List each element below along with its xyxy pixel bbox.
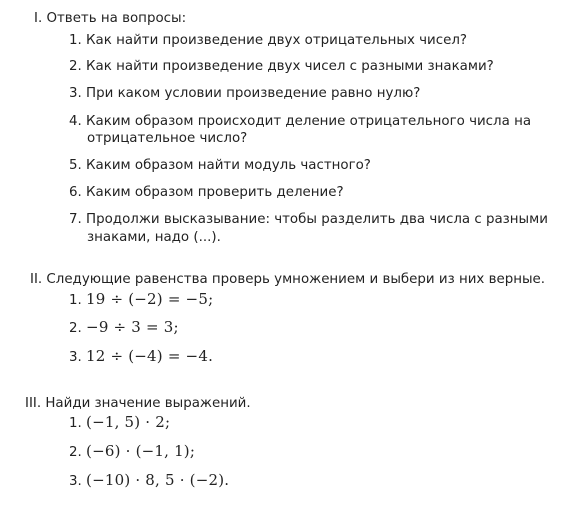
- list-item: [69, 85, 420, 102]
- list-item: [69, 414, 170, 432]
- list-item: [69, 58, 494, 75]
- item-text: Каким образом найти модуль частного?: [86, 158, 371, 173]
- list-item: [69, 443, 195, 461]
- list-item: [69, 472, 229, 490]
- item-number: 1.: [69, 33, 82, 48]
- item-text: Как найти произведение двух отрицательных чисел?: [86, 33, 468, 48]
- item-number: 2.: [69, 445, 82, 460]
- item-text: При каком условии произведение равно нулю?: [86, 86, 421, 101]
- math-expression: −9 ÷ 3 = 3;: [86, 318, 179, 336]
- math-expression: (−6) · (−1, 1);: [86, 442, 196, 460]
- item-text: Продолжи высказывание: чтобы разделить два числа с разными: [86, 212, 548, 227]
- section-1-heading: I. Ответь на вопросы:: [34, 11, 187, 26]
- item-number: 7.: [69, 212, 82, 227]
- math-expression: 19 ÷ (−2) = −5;: [86, 290, 214, 308]
- math-expression: (−10) · 8, 5 · (−2).: [86, 471, 230, 489]
- math-expression: (−1, 5) · 2;: [86, 413, 171, 431]
- item-text: Как найти произведение двух чисел с разными знаками?: [86, 59, 494, 74]
- section-3-heading: III. Найди значение выражений.: [25, 396, 251, 411]
- item-number: 2.: [69, 59, 82, 74]
- item-text-continuation: знаками, надо (...).: [87, 230, 221, 245]
- math-expression: 12 ÷ (−4) = −4.: [86, 347, 214, 365]
- list-item: [69, 157, 371, 174]
- item-number: 5.: [69, 158, 82, 173]
- list-item: [69, 319, 179, 337]
- item-number: 3.: [69, 86, 82, 101]
- item-text-continuation: отрицательное число?: [87, 131, 248, 146]
- item-number: 1.: [69, 416, 82, 431]
- item-text: Каким образом происходит деление отрицательного числа на: [86, 114, 532, 129]
- item-number: 3.: [69, 350, 82, 365]
- item-number: 4.: [69, 114, 82, 129]
- item-number: 6.: [69, 185, 82, 200]
- item-number: 2.: [69, 321, 82, 336]
- item-number: 3.: [69, 474, 82, 489]
- item-text: Каким образом проверить деление?: [86, 185, 344, 200]
- list-item: [69, 32, 467, 49]
- list-item: [69, 348, 213, 366]
- list-item: [69, 184, 344, 201]
- section-2-heading: II. Следующие равенства проверь умножением и выбери из них верные.: [30, 272, 546, 287]
- list-item: [69, 211, 548, 228]
- list-item: [69, 113, 531, 130]
- item-number: 1.: [69, 293, 82, 308]
- list-item: [69, 291, 213, 309]
